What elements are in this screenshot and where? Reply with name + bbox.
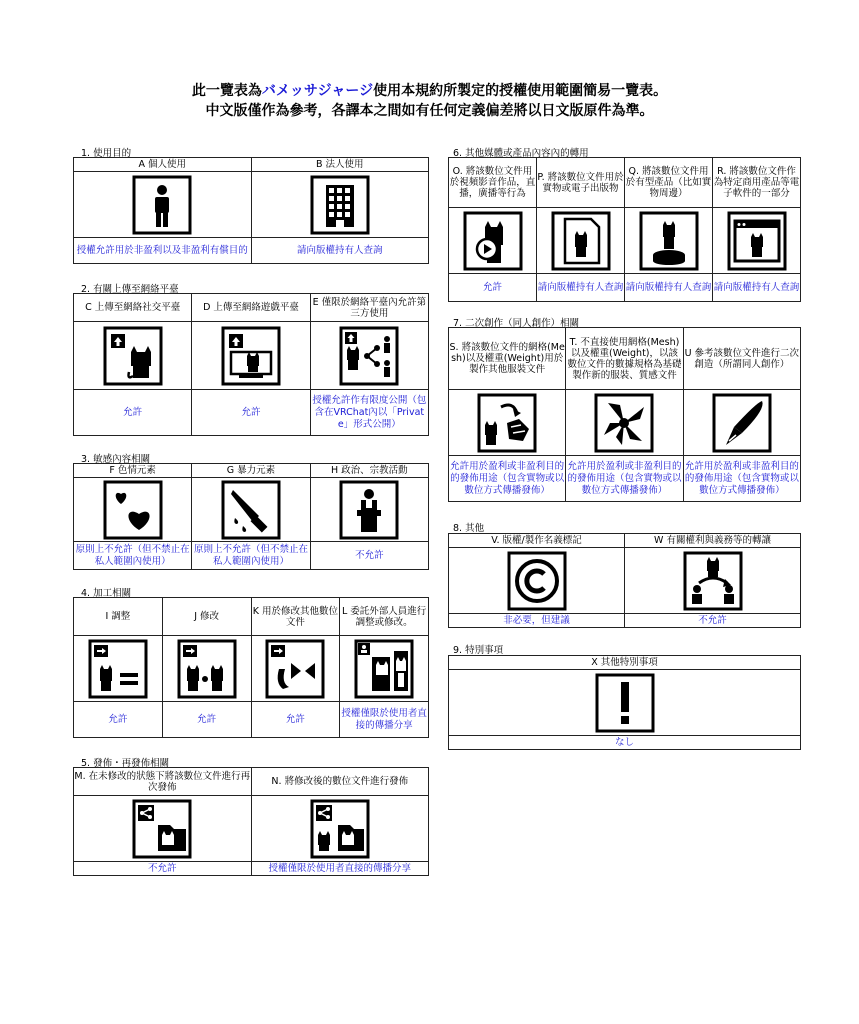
header-violence: G 暴力元素 [192,464,310,478]
header-personal-use: A 個人使用 [74,158,252,172]
pen-icon [712,393,772,453]
header-share-third-party: E 僅限於網絡平臺內允許第三方使用 [310,294,428,322]
status-corporate-use: 請向版權持有人查詢 [251,238,429,264]
status-new-texture: 允許用於盈利或非盈利目的的發佈用途（包含實物或以數位方式傳播發佈） [566,456,683,502]
status-special: なし [449,736,801,750]
status-publication: 請向版權持有人查詢 [537,274,625,302]
distribute-modified-icon [310,799,370,859]
section-label-upload: 2. 有關上傳至網絡平臺 [81,284,179,295]
cell-modify-icon [162,636,251,702]
cell-sexual-icon [74,478,192,542]
status-use-parts: 允許 [251,702,340,738]
status-fan-creation: 允許用於盈利或非盈利目的的發佈用途（包含實物或以數位方式傳播發佈） [683,456,800,502]
status-outsource: 授權僅限於使用者直接的傳播分享 [340,702,429,738]
page-title [0,80,859,100]
cell-credit-icon [449,548,625,614]
header-distribute-modified: N. 將修改後的數位文件進行發佈 [251,768,429,796]
section-label-sensitive: 3. 敏感內容相關 [81,454,151,465]
cell-redistribute-icon [74,796,252,862]
header-modify: J 修改 [162,598,251,636]
cell-distribute-modified-icon [251,796,429,862]
table-upload [73,293,429,436]
title-suffix: 使用本規約所製定的授權使用範圍簡易一覽表。 [373,83,668,99]
cell-software-icon [713,208,801,274]
title-prefix: 此一覽表為 [191,83,262,99]
cell-transfer-icon [625,548,801,614]
texture-icon [594,393,654,453]
cell-publication-icon [537,208,625,274]
header-adjust: I 調整 [74,598,163,636]
header-special: X 其他特別事項 [449,656,801,670]
table-special [448,655,801,750]
table-purpose [73,157,429,264]
hearts-icon [103,480,163,540]
knife-icon [221,480,281,540]
cell-share-third-party-icon [310,322,428,390]
header-redistribute: M. 在未修改的狀態下將該數位文件進行再次發佈 [74,768,252,796]
header-fan-creation: U 參考該數位文件進行二次創造（所謂同人創作） [683,328,800,390]
cell-new-texture-icon [566,390,683,456]
header-political: H 政治、宗教活動 [310,464,428,478]
table-derivative [448,327,801,502]
status-sexual: 原則上不允許（但不禁止在私人範圍內使用） [74,542,192,570]
mesh-icon [477,393,537,453]
status-video: 允許 [449,274,537,302]
cell-violence-icon [192,478,310,542]
person-icon [132,175,192,235]
cell-use-parts-icon [251,636,340,702]
status-adjust: 允許 [74,702,163,738]
section-label-processing: 4. 加工相關 [81,588,132,599]
cell-corporate-icon [251,172,429,238]
use-parts-icon [265,639,325,699]
header-corporate-use: B 法人使用 [251,158,429,172]
section-label-special: 9. 特別事項 [453,645,504,656]
redistribute-icon [132,799,192,859]
header-credit: V. 版權/製作名義標記 [449,534,625,548]
section-label-media: 6. 其他媒體或產品內容內的轉用 [453,148,589,159]
header-software: R. 將該數位文件作為特定商用產品等電子軟件的一部分 [713,158,801,208]
modify-icon [177,639,237,699]
outsource-icon [354,639,414,699]
status-violence: 原則上不允許（但不禁止在私人範圍內使用） [192,542,310,570]
cell-special-icon [449,670,801,736]
header-upload-game: D 上傳至網絡遊戲平臺 [192,294,310,322]
cell-political-icon [310,478,428,542]
table-distribution [73,767,429,876]
cell-outsource-icon [340,636,429,702]
cell-mesh-weight-icon [449,390,566,456]
section-label-distribution: 5. 發佈・再發佈相關 [81,758,170,769]
podium-icon [339,480,399,540]
product-name: バメッサジャージ [261,83,374,99]
page-subtitle: 中文版僅作為參考，各譯本之間如有任何定義偏差將以日文版原件為準。 [205,103,654,119]
header-mesh-weight: S. 將該數位文件的網格(Mesh)以及權重(Weight)用於製作其他服裝文件 [449,328,566,390]
status-redistribute: 不允許 [74,862,252,876]
cell-physical-goods-icon [625,208,713,274]
status-transfer: 不允許 [625,614,801,628]
status-political: 不允許 [310,542,428,570]
status-distribute-modified: 授權僅限於使用者直接的傳播分享 [251,862,429,876]
upload-game-icon [221,326,281,386]
section-label-other: 8. 其他 [453,523,485,534]
status-upload-game: 允許 [192,390,310,436]
cell-adjust-icon [74,636,163,702]
software-icon [727,211,787,271]
cell-upload-game-icon [192,322,310,390]
cell-fan-creation-icon [683,390,800,456]
section-label-derivative: 7. 二次創作（同人創作）相關 [453,318,580,329]
status-credit: 非必要，但建議 [449,614,625,628]
header-physical-goods: Q. 將該數位文件用於有型產品（比如實物周邊） [625,158,713,208]
table-media [448,157,801,302]
status-upload-social: 允許 [74,390,192,436]
header-upload-social: C 上傳至網絡社交平臺 [74,294,192,322]
header-publication: P. 將該數位文件用於實物或電子出版物 [537,158,625,208]
copyright-icon [507,551,567,611]
adjust-icon [88,639,148,699]
status-software: 請向版權持有人查詢 [713,274,801,302]
header-outsource: L 委託外部人員進行調整或修改。 [340,598,429,636]
cell-personal-icon [74,172,252,238]
status-physical-goods: 請向版權持有人查詢 [625,274,713,302]
header-sexual: F 色情元素 [74,464,192,478]
share-third-party-icon [339,326,399,386]
header-new-texture: T. 不直接使用網格(Mesh)以及權重(Weight)，以該數位文件的數據規格為基礎製作新的服裝、質感文件 [566,328,683,390]
upload-social-icon [103,326,163,386]
status-mesh-weight: 允許用於盈利或非盈利目的的發佈用途（包含實物或以數位方式傳播發佈） [449,456,566,502]
building-icon [310,175,370,235]
status-share-third-party: 授權允許作有限度公開（包含在VRChat內以「Private」形式公開） [310,390,428,436]
exclamation-icon [595,673,655,733]
video-icon [463,211,523,271]
section-label-purpose: 1. 使用目的 [81,148,132,159]
figure-icon [639,211,699,271]
publication-icon [551,211,611,271]
header-video: O. 將該數位文件用於視頻影音作品，直播，廣播等行為 [449,158,537,208]
table-processing [73,597,429,738]
table-other [448,533,801,628]
cell-video-icon [449,208,537,274]
header-transfer: W 有關權利與義務等的轉讓 [625,534,801,548]
header-use-parts: K 用於修改其他數位文件 [251,598,340,636]
status-personal-use: 授權允許用於非盈利以及非盈利有償目的 [74,238,252,264]
transfer-icon [683,551,743,611]
table-sensitive [73,463,429,570]
status-modify: 允許 [162,702,251,738]
cell-upload-social-icon [74,322,192,390]
